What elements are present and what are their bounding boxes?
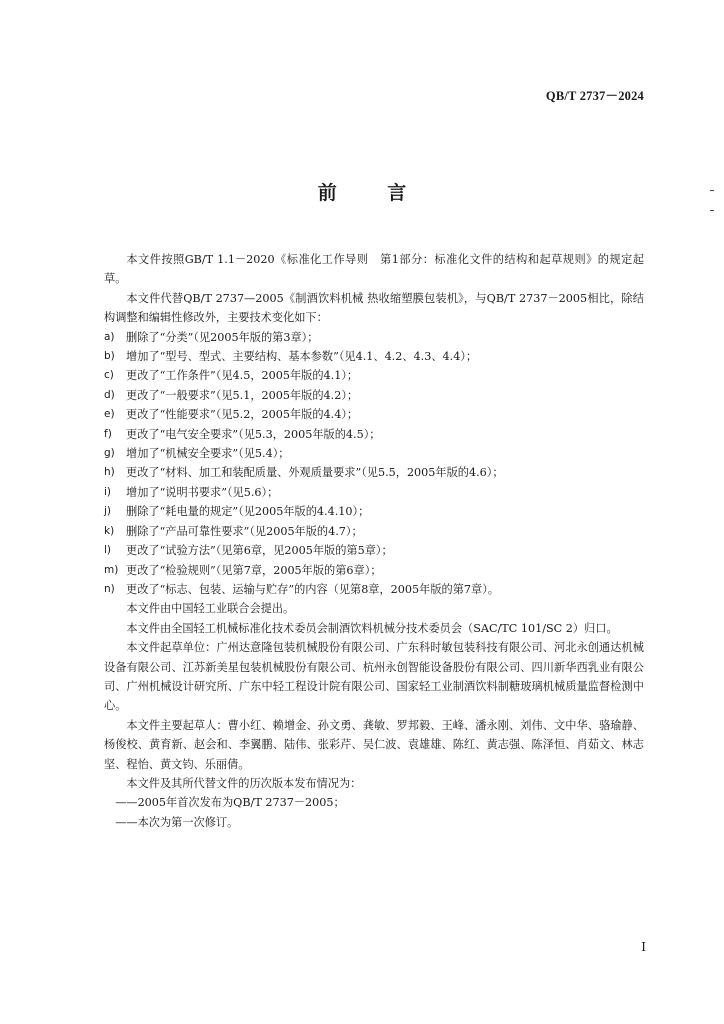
foreword-body xyxy=(104,250,644,832)
list-item xyxy=(104,483,644,502)
item-marker: l) xyxy=(104,544,112,557)
item-marker: m) xyxy=(104,563,119,576)
committee-paragraph: 本文件由全国轻工机械标准化技术委员会制酒饮料机械分技术委员会（SAC/TC 101/SC 2）归口。 xyxy=(126,621,618,635)
item-marker: b) xyxy=(104,350,115,363)
proposer-paragraph: 本文件由中国轻工业联合会提出。 xyxy=(126,602,295,616)
item-text: 更改了“一般要求”（见5.1，2005年版的4.2）； xyxy=(126,388,359,402)
list-item xyxy=(104,580,644,599)
item-marker: n) xyxy=(104,582,115,595)
item-marker: j) xyxy=(104,505,112,518)
changes-list xyxy=(104,328,644,600)
item-text: 增加了“型号、型式、主要结构、基本参数”（见4.1、4.2、4.3、4.4）； xyxy=(126,350,478,364)
item-marker: e) xyxy=(104,408,115,421)
item-text: 增加了“机械安全要求”（见5.4）； xyxy=(126,447,290,461)
item-marker: h) xyxy=(104,466,115,479)
item-marker: f) xyxy=(104,427,112,440)
edge-tick xyxy=(710,210,714,211)
item-marker: a) xyxy=(104,330,115,343)
item-text: 删除了“分类”（见2005年版的第3章）； xyxy=(126,330,319,344)
item-text: 删除了“产品可靠性要求”（见2005年版的4.7）； xyxy=(126,524,363,538)
item-text: 更改了“电气安全要求”（见5.3，2005年版的4.5）； xyxy=(126,427,381,441)
history-item: ——2005年首次发布为QB/T 2737－2005； xyxy=(115,796,345,810)
list-item xyxy=(104,347,644,366)
list-item xyxy=(104,444,644,463)
item-marker: k) xyxy=(104,524,115,537)
list-item xyxy=(104,522,644,541)
standard-number: QB/T 2737－2024 xyxy=(545,89,644,103)
item-text: 更改了“检验规则”（见第7章，2005年版的第6章）； xyxy=(126,563,382,577)
item-marker: d) xyxy=(104,388,115,401)
list-item xyxy=(104,541,644,560)
drafting-units-paragraph: 本文件起草单位：广州达意隆包装机械股份有限公司、广东科时敏包装科技有限公司、河北永创通达机械设备有限公司、江苏新美星包装机械股份有限公司、杭州永创智能设备股份有限公司、四川新华西乳业有限公司、广州机械设计研究所、广东中轻工程设计院有限公司、国家轻工业制酒饮料制糖玻璃机械质量监督检测中心。 xyxy=(104,641,644,713)
item-marker: c) xyxy=(104,369,114,382)
list-item xyxy=(104,366,644,385)
list-item xyxy=(104,502,644,521)
intro-paragraph-1: 本文件按照GB/T 1.1－2020《标准化工作导则 第1部分：标准化文件的结构和起草规则》的规定起草。 xyxy=(104,253,644,286)
page-number: I xyxy=(641,940,646,954)
drafters-paragraph: 本文件主要起草人：曹小红、赖增金、孙文勇、龚敏、罗邦毅、王峰、潘永刚、刘伟、文中华、骆瑜静、杨俊校、黄育新、赵会和、李翼鹏、陆伟、张彩芹、吴仁波、袁雄雄、陈红、黄志强、陈泽恒、肖茹文、林志坚、程怡、黄文钧、乐丽倩。 xyxy=(104,718,644,771)
item-marker: g) xyxy=(104,447,115,460)
list-item xyxy=(104,405,644,424)
item-text: 更改了“性能要求”（见5.2，2005年版的4.4）； xyxy=(126,408,359,422)
list-item xyxy=(104,463,644,482)
item-text: 增加了“说明书要求”（见5.6）； xyxy=(126,485,279,499)
item-text: 更改了“材料、加工和装配质量、外观质量要求”（见5.5，2005年版的4.6）； xyxy=(126,466,504,480)
item-marker: i) xyxy=(104,485,112,498)
item-text: 更改了“工作条件”（见4.5，2005年版的4.1）； xyxy=(126,369,359,383)
list-item xyxy=(104,561,644,580)
history-item: ——本次为第一次修订。 xyxy=(115,815,239,829)
item-text: 更改了“试验方法”（见第6章，见2005年版的第5章）； xyxy=(126,544,393,558)
item-text: 更改了“标志、包装、运输与贮存”的内容（见第8章，2005年版的第7章）。 xyxy=(126,582,499,596)
list-item xyxy=(104,328,644,347)
page-title: 前 言 xyxy=(317,182,429,204)
list-item xyxy=(104,425,644,444)
history-intro-paragraph: 本文件及其所代替文件的历次版本发布情况为： xyxy=(126,776,362,790)
item-text: 删除了“耗电量的规定”（见2005年版的4.4.10）； xyxy=(126,505,370,519)
intro-paragraph-2: 本文件代替QB/T 2737—2005《制酒饮料机械 热收缩塑膜包装机》，与QB/T 2737－2005相比，除结构调整和编辑性修改外，主要技术变化如下： xyxy=(104,291,644,325)
list-item xyxy=(104,386,644,405)
edge-tick xyxy=(710,190,714,191)
